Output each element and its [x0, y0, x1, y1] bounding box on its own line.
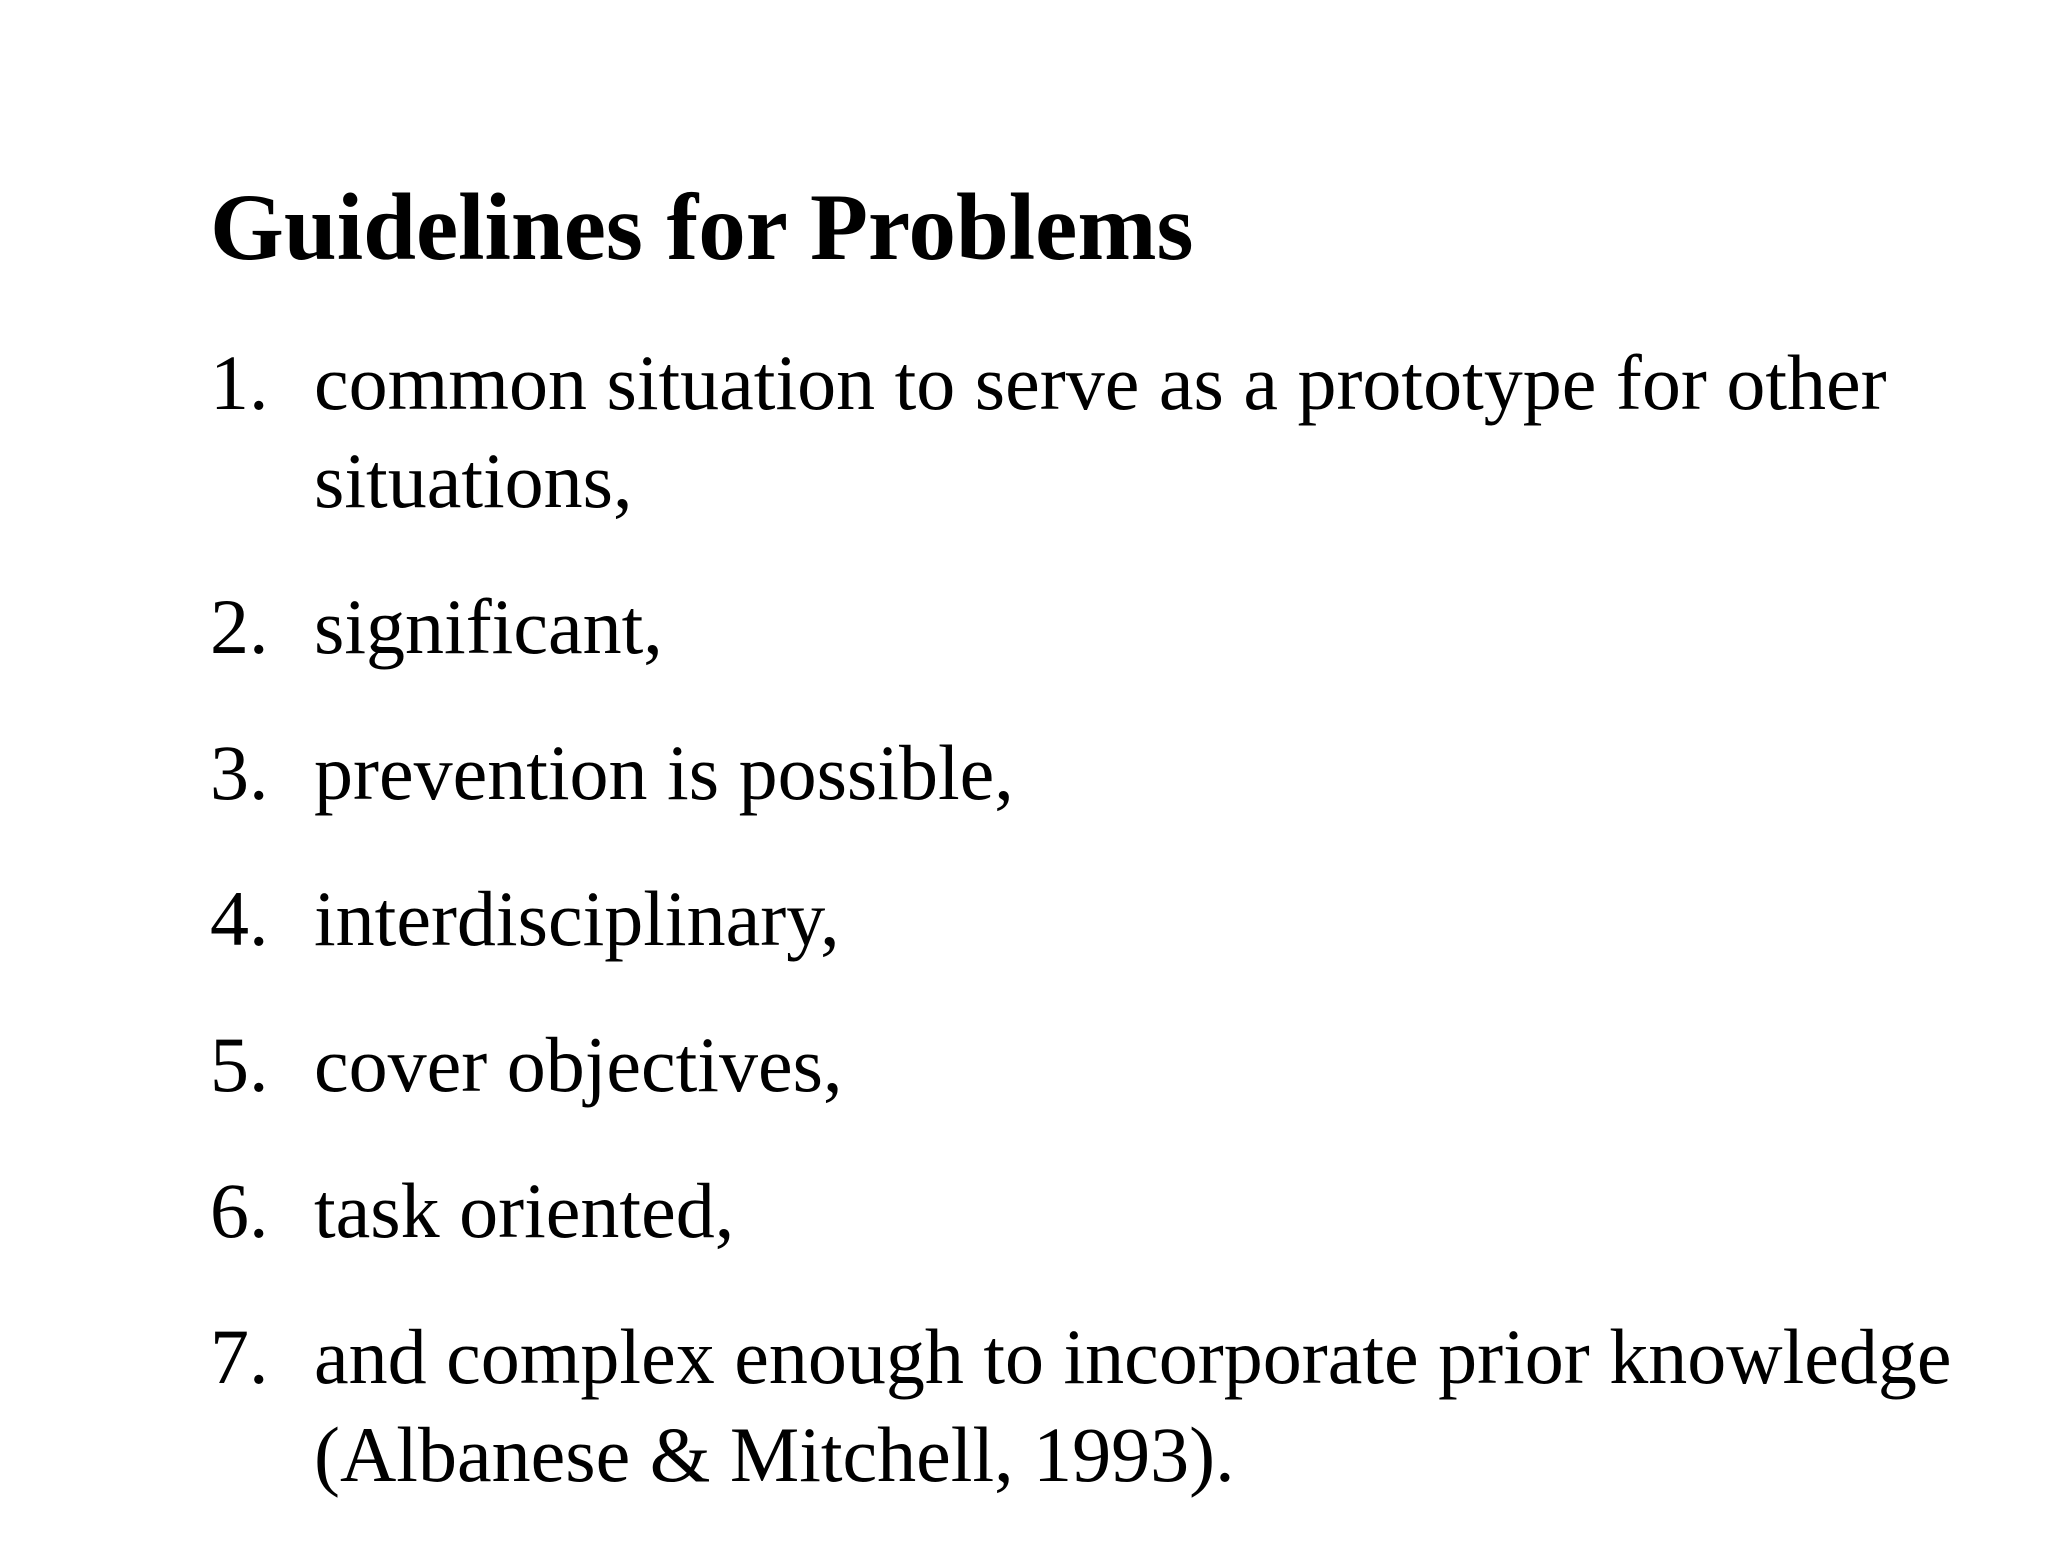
list-item-text: cover objectives,: [314, 1021, 843, 1108]
slide-title: Guidelines for Problems: [210, 174, 1194, 280]
list-item-number: 2.: [210, 583, 269, 670]
list-item: [210, 1162, 2030, 1260]
list-item-number: 4.: [210, 875, 269, 962]
list-item-text: significant,: [314, 583, 663, 670]
list-item-text: and complex enough to incorporate prior knowledge (Albanese & Mitchell, 1993).: [314, 1313, 1952, 1498]
list-item: [210, 1308, 2030, 1504]
list-item: [210, 334, 2030, 530]
list-item-text: task oriented,: [314, 1167, 735, 1254]
list-item-text: common situation to serve as a prototype for other situations,: [314, 339, 1887, 524]
list-item: [210, 1016, 2030, 1114]
list-item: [210, 724, 2030, 822]
list-item: [210, 578, 2030, 676]
list-item-number: 1.: [210, 339, 269, 426]
list-item-text: interdisciplinary,: [314, 875, 840, 962]
list-item: [210, 870, 2030, 968]
guidelines-list: [210, 334, 2030, 1552]
list-item-number: 5.: [210, 1021, 269, 1108]
list-item-number: 7.: [210, 1313, 269, 1400]
list-item-text: prevention is possible,: [314, 729, 1014, 816]
list-item-number: 3.: [210, 729, 269, 816]
list-item-number: 6.: [210, 1167, 269, 1254]
